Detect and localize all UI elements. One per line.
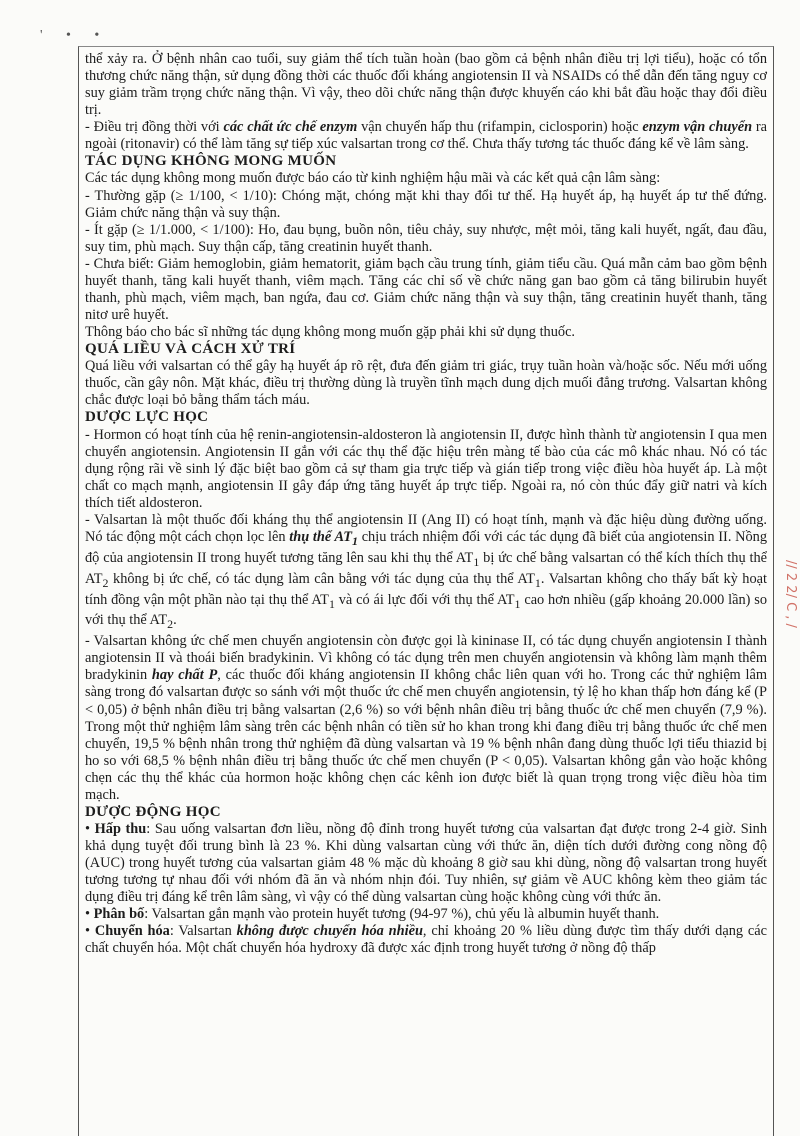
paragraph: - Chưa biết: Giảm hemoglobin, giảm hematorit, giảm bạch cầu trung tính, giảm tiểu cầu. Quá mẫn cảm bao gồm bệnh huyết thanh, tăng kali huyết thanh, viêm mạch. Tăng các chỉ số về chức năng gan bao gồm cả tăng bilirubin huyết thanh, phù mạch, viêm mạch, ban ngứa, đau cơ. Giảm chức năng thận và suy thận, tăng creatinin huyết thanh, tăng nitơ urê huyết. [85,255,767,323]
section-heading: DƯỢC LỰC HỌC [85,409,209,426]
paragraph: • Chuyển hóa: Valsartan không được chuyển hóa nhiều, chỉ khoảng 20 % liều dùng được tìm thấy dưới dạng các chất chuyển hóa. Một chất chuyển hóa hydroxy đã được xác định trong huyết tương ở nồng độ thấp [85,923,767,957]
paragraph: - Valsartan không ức chế men chuyển angiotensin còn được gọi là kininase II, có tác dụng chuyển angiotensin I thành angiotensin II và thoái biến bradykinin. Vì không có tác dụng trên men chuyển angiotensin và không làm mạnh thêm bradykinin hay chất P, các thuốc đối kháng angiotensin II không chắc liên quan với ho. Trong các thử nghiệm lâm sàng trong đó valsartan được so sánh với một thuốc ức chế men chuyển angiotensin, tỷ lệ ho khan thấp hơn đáng kể (P < 0,05) ở bệnh nhân điều trị bằng valsartan (2,6 %) so với bệnh nhân điều trị bằng thuốc ức chế men chuyển (7,9 %). Trong một thử nghiệm lâm sàng trên các bệnh nhân có tiền sử ho khan trong khi đang điều trị bằng thuốc ức chế men chuyển, 19,5 % bệnh nhân trong thử nghiệm đã dùng valsartan và 19 % bệnh nhân đang dùng thuốc lợi tiểu thiazid bị ho so với 68,5 % bệnh nhân điều trị bằng thuốc ức chế men chuyển (P < 0,05). Valsartan không gắn vào hoặc không chẹn các thụ thể khác của hormon hoặc không chẹn các kênh ion được biết là quan trọng trong việc điều hòa tim mạch. [85,633,767,803]
handwritten-margin-marks: // 2 2/ C , / [783,560,798,628]
scan-marks: ' • • [40,28,110,43]
paragraph: • Phân bố: Valsartan gắn mạnh vào protein huyết tương (94-97 %), chủ yếu là albumin huyết thanh. [85,906,660,923]
paragraph: Thông báo cho bác sĩ những tác dụng không mong muốn gặp phải khi sử dụng thuốc. [85,323,576,340]
paragraph: Các tác dụng không mong muốn được báo cáo từ kinh nghiệm hậu mãi và các kết quả cận lâm sàng: [85,170,661,187]
paragraph: - Điều trị đồng thời với các chất ức chế enzym vận chuyển hấp thu (rifampin, ciclosporin) hoặc enzym vận chuyển ra ngoài (ritonavir) có thể làm tăng sự tiếp xúc valsartan trong cơ thể. Chưa thấy tương tác thuốc đáng kể về lâm sàng. [85,119,768,153]
paragraph: • Hấp thu: Sau uống valsartan đơn liều, nồng độ đỉnh trong huyết tương của valsartan đạt được trong 2-4 giờ. Sinh khả dụng tuyệt đối trung bình là 23 %. Khi dùng valsartan cùng với thức ăn, diện tích dưới đường cong nồng độ (AUC) trong huyết tương của valsartan giảm 48 % mặc dù khoảng 8 giờ sau khi dùng, nồng độ valsartan trong huyết tương tương tự nhau đối với nhóm đã ăn và nhóm nhịn đói. Tuy nhiên, sự giảm về AUC không kèm theo giảm tác dụng điều trị đáng kể trên lâm sàng, vì vậy có thể dùng valsartan cùng hoặc không cùng với thức ăn. [85,820,768,906]
document-body [78,46,774,1136]
paragraph: - Ít gặp (≥ 1/1.000, < 1/100): Ho, đau bụng, buồn nôn, tiêu chảy, suy nhược, mệt mỏi, tăng kali huyết, ngất, đau đầu, suy tim, phù mạch. Suy thận cấp, tăng creatinin huyết thanh. [85,221,767,255]
section-heading: TÁC DỤNG KHÔNG MONG MUỐN [85,153,337,170]
paragraph: thể xảy ra. Ở bệnh nhân cao tuổi, suy giảm thể tích tuần hoàn (bao gồm cả bệnh nhân điều trị lợi tiểu), hoặc có tổn thương chức năng thận, sử dụng đồng thời các thuốc đối kháng angiotensin II và NSAIDs có thể dẫn đến tăng nguy cơ suy giảm trầm trọng chức năng thận. Vì vậy, theo dõi chức năng thận được khuyến cáo khi bắt đầu hoặc thay đổi điều trị. [85,51,767,119]
section-heading: QUÁ LIỀU VÀ CÁCH XỬ TRÍ [85,340,296,357]
paragraph: Quá liều với valsartan có thể gây hạ huyết áp rõ rệt, đưa đến giảm tri giác, trụy tuần hoàn và/hoặc sốc. Nếu mới uống thuốc, cần gây nôn. Mặt khác, điều trị thường dùng là truyền tĩnh mạch dung dịch muối đẳng trương. Valsartan không chắc được loại bỏ bằng thẩm tách máu. [85,358,767,409]
paragraph: - Hormon có hoạt tính của hệ renin-angiotensin-aldosteron là angiotensin II, được hình thành từ angiotensin I qua men chuyển angiotensin. Angiotensin II gắn với các thụ thể đặc hiệu trên màng tế bào của các mô khác nhau. Nó có tác dụng rộng rãi về sinh lý đặc biệt bao gồm cả sự tham gia trực tiếp và gián tiếp trong việc điều hòa huyết áp. Là một chất co mạch mạnh, angiotensin II gây đáp ứng tăng huyết áp trực tiếp. Ngoài ra, nó còn thúc đẩy giữ natri và kích thích tiết aldosteron. [85,426,767,511]
paragraph: - Thường gặp (≥ 1/100, < 1/10): Chóng mặt, chóng mặt khi thay đổi tư thế. Hạ huyết áp, hạ huyết áp tư thế đứng. Giảm chức năng thận và suy thận. [85,187,767,221]
paragraph: - Valsartan là một thuốc đối kháng thụ thể angiotensin II (Ang II) có hoạt tính, mạnh và đặc hiệu dùng đường uống. Nó tác động một cách chọn lọc lên thụ thể $AT_1$ chịu trách nhiệm đối với các tác dụng đã biết của angiotensin II. Nồng độ của angiotensin II trong huyết tương tăng lên sau khi thụ thể $AT_1$ bị ức chế bằng valsartan có thể kích thích thụ thể $AT_2$ không bị ức chế, có tác dụng làm cân bằng với tác dụng của thụ thể $AT_1$. Valsartan không cho thấy bất kỳ hoạt tính đồng vận một phần nào tại thụ thể $AT_1$ và có ái lực đối với thụ thể $AT_1$ cao hơn nhiều (gấp khoảng 20.000 lần) so với thụ thể $AT_2$. [85,511,768,632]
section-heading: DƯỢC ĐỘNG HỌC [85,803,221,820]
